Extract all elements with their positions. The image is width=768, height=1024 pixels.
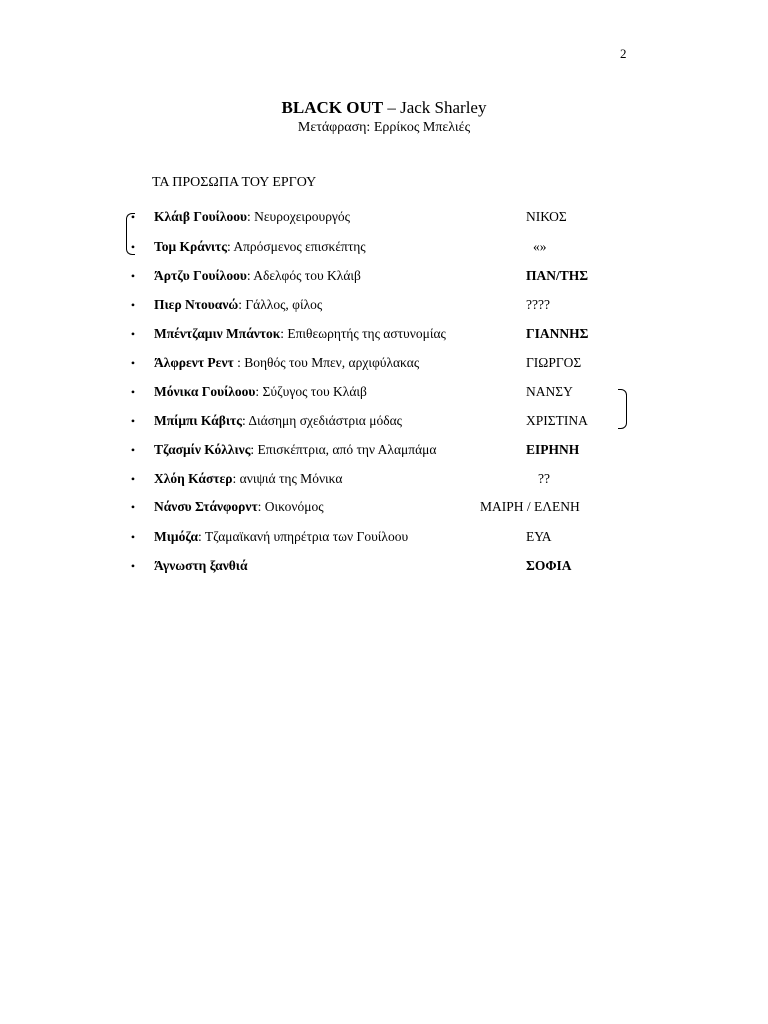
list-item bbox=[0, 294, 768, 316]
role-description bbox=[154, 381, 367, 403]
character-name: Άρτζυ Γουίλοου bbox=[154, 268, 247, 283]
list-item bbox=[0, 265, 768, 287]
list-item bbox=[0, 381, 768, 403]
role-description bbox=[154, 323, 446, 345]
actor-name: «» bbox=[533, 239, 547, 254]
character-desc: : Απρόσμενος επισκέπτης bbox=[226, 239, 366, 254]
bullet-icon: • bbox=[130, 269, 136, 283]
list-item bbox=[0, 236, 768, 258]
character-desc: : ανιψιά της Μόνικα bbox=[232, 471, 343, 486]
character-name: Πιερ Ντουανώ bbox=[154, 297, 239, 312]
bullet-icon: • bbox=[130, 500, 136, 514]
character-name: Χλόη Κάστερ bbox=[154, 471, 233, 486]
role-description bbox=[154, 526, 408, 548]
list-item bbox=[0, 439, 768, 461]
bullet-icon: • bbox=[130, 356, 136, 370]
role-description bbox=[154, 236, 366, 258]
actor-name: ΜΑΙΡΗ / ΕΛΕΝΗ bbox=[480, 499, 580, 514]
role-description bbox=[154, 468, 342, 490]
bullet-icon: • bbox=[130, 385, 136, 399]
actor-name: ΝΙΚΟΣ bbox=[526, 209, 567, 224]
bullet-icon: • bbox=[130, 530, 136, 544]
character-name: Μπίμπι Κάβιτς bbox=[154, 413, 242, 428]
role-description bbox=[154, 410, 402, 432]
character-name: Μπέντζαμιν Μπάντοκ bbox=[154, 326, 281, 341]
character-desc: : Αδελφός του Κλάιβ bbox=[246, 268, 361, 283]
character-desc: : Γάλλος, φίλος bbox=[238, 297, 323, 312]
actor-name: ΕΥΑ bbox=[526, 529, 552, 544]
list-item bbox=[0, 323, 768, 345]
character-name: Μόνικα Γουίλοου bbox=[154, 384, 256, 399]
list-item bbox=[0, 526, 768, 548]
bullet-icon: • bbox=[130, 414, 136, 428]
actor-name: ΕΙΡΗΝΗ bbox=[526, 442, 580, 457]
bullet-icon: • bbox=[130, 240, 136, 254]
title-author: – Jack Sharley bbox=[383, 98, 487, 117]
list-item bbox=[0, 352, 768, 374]
actor-name: ΠΑΝ/ΤΗΣ bbox=[526, 268, 589, 283]
actor-name: ?? bbox=[538, 471, 550, 486]
role-description bbox=[154, 265, 361, 287]
role-description bbox=[154, 294, 322, 316]
actor-name: ΓΙΩΡΓΟΣ bbox=[526, 355, 582, 370]
list-item bbox=[0, 555, 768, 577]
list-item bbox=[0, 468, 768, 490]
bullet-icon: • bbox=[130, 443, 136, 457]
list-item bbox=[0, 496, 768, 518]
role-description bbox=[154, 206, 350, 228]
bullet-icon: • bbox=[130, 210, 136, 224]
character-name: Μιμόζα bbox=[154, 529, 198, 544]
bullet-icon: • bbox=[130, 327, 136, 341]
section-heading: ΤΑ ΠΡΟΣΩΠΑ ΤΟΥ ΕΡΓΟΥ bbox=[152, 175, 317, 190]
character-desc: : Τζαμαϊκανή υπηρέτρια των Γουίλοου bbox=[197, 529, 409, 544]
actor-name: ΓΙΑΝΝΗΣ bbox=[526, 326, 589, 341]
character-name: Νάνσυ Στάνφορντ bbox=[154, 499, 258, 514]
character-desc: : Σύζυγος του Κλάιβ bbox=[255, 384, 367, 399]
page-number: 2 bbox=[620, 46, 627, 61]
actor-name: ΣΟΦΙΑ bbox=[526, 558, 572, 573]
role-description bbox=[154, 496, 324, 518]
character-desc: : Οικονόμος bbox=[257, 499, 324, 514]
title-main: BLACK OUT bbox=[281, 98, 384, 117]
character-desc: : Νευροχειρουργός bbox=[247, 209, 350, 224]
bullet-icon: • bbox=[130, 472, 136, 486]
character-name: Τομ Κράνιτς bbox=[154, 239, 227, 254]
actor-name: ΝΑΝΣΥ bbox=[526, 384, 573, 399]
role-description bbox=[154, 439, 436, 461]
role-description bbox=[154, 352, 419, 374]
character-desc: : Βοηθός του Μπεν, αρχιφύλακας bbox=[233, 355, 420, 370]
character-name: Άγνωστη ξανθιά bbox=[154, 558, 248, 573]
bullet-icon: • bbox=[130, 298, 136, 312]
list-item bbox=[0, 206, 768, 228]
character-desc: : Διάσημη σχεδιάστρια μόδας bbox=[241, 413, 403, 428]
translator-line: Μετάφραση: Ερρίκος Μπελιές bbox=[297, 120, 471, 135]
role-description bbox=[154, 555, 248, 577]
character-name: Κλάιβ Γουίλοου bbox=[154, 209, 248, 224]
character-name: Τζασμίν Κόλλινς bbox=[154, 442, 251, 457]
list-item bbox=[0, 410, 768, 432]
actor-name: ΧΡΙΣΤΙΝΑ bbox=[526, 413, 588, 428]
character-name: Άλφρεντ Ρεντ bbox=[154, 355, 234, 370]
actor-name: ???? bbox=[526, 297, 550, 312]
character-desc: : Επιθεωρητής της αστυνομίας bbox=[280, 326, 446, 341]
bullet-icon: • bbox=[130, 559, 136, 573]
character-desc: : Επισκέπτρια, από την Αλαμπάμα bbox=[250, 442, 437, 457]
